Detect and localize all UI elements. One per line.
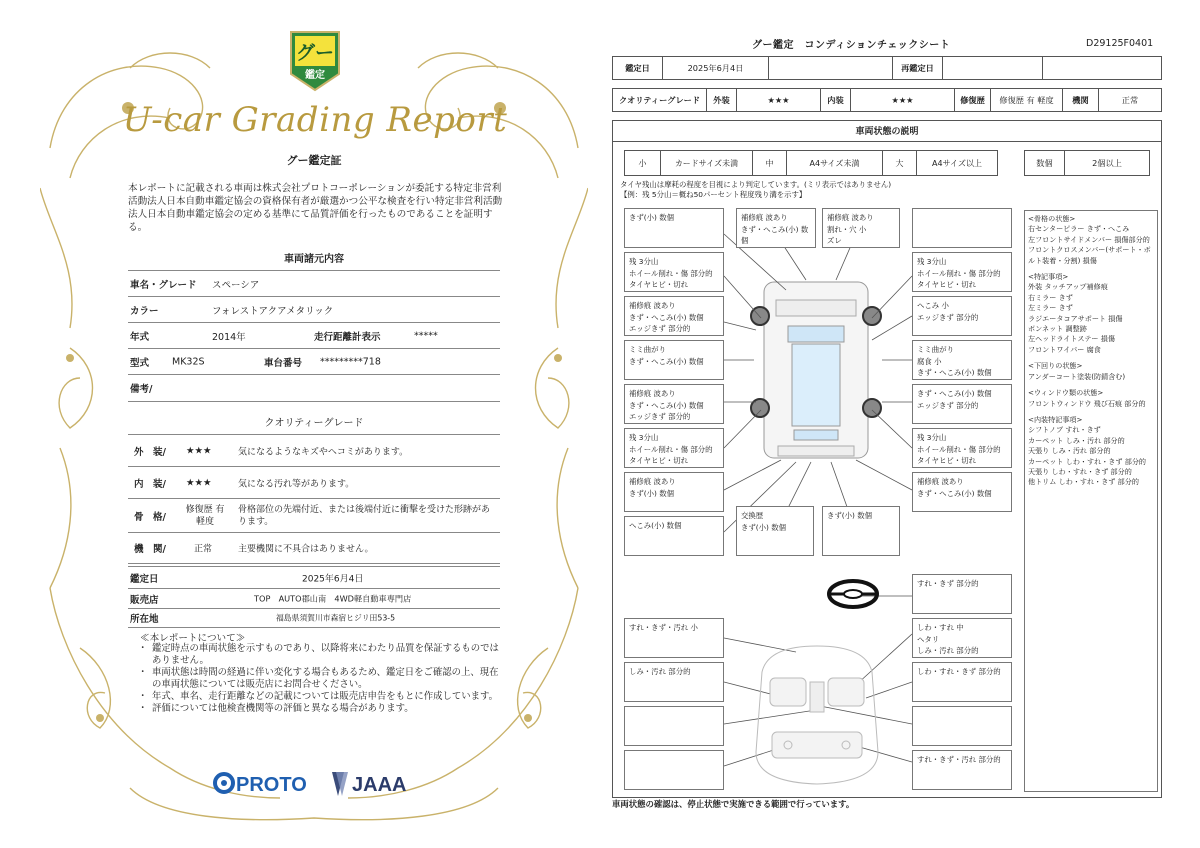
notes-line: 左ミラー きず [1028, 303, 1073, 313]
name-value: スペーシア [212, 279, 260, 291]
date-row [612, 56, 1162, 80]
exterior-note-l: きず・へこみ(小) 数個 エッジきず 部分的 [912, 384, 1012, 424]
notes-title: ≪本レポートについて≫ [140, 633, 246, 644]
interior-note-e: しわ・すれ・きず 部分的 [912, 662, 1012, 702]
notes-line: 他トリム しわ・すれ・きず 部分的 [1028, 477, 1139, 487]
notes-group-title: <特記事項> [1028, 272, 1069, 282]
interior-note-h [624, 750, 724, 790]
document-id: D29125F0401 [1086, 38, 1154, 49]
spec-row-color [128, 296, 500, 322]
grade-row [612, 88, 1162, 112]
exterior-label: 外 装/ [134, 446, 166, 458]
notes-group-underbody [1028, 361, 1154, 382]
notes-line: 左ヘッドライトステー 損傷 [1028, 334, 1115, 344]
year-value: 2014年 [212, 331, 246, 343]
exterior-note-n: 残 3分山 ホイール削れ・傷 部分的 タイヤヒビ・切れ [912, 428, 1012, 468]
exterior-note-e: 残 3分山 ホイール削れ・傷 部分的 タイヤヒビ・切れ [624, 252, 724, 292]
legend-medium-desc: A4サイズ未満 [787, 151, 883, 175]
notes-line: フロントワイパー 腐食 [1028, 344, 1101, 354]
notes-list [140, 643, 500, 715]
note-item: ・ 車両状態は時間の経過に伴い変化する場合もあるため、鑑定日をご確認の上、現在の車両状態については販売店にお問合せください。 [140, 667, 500, 691]
spec-row-model [128, 348, 500, 374]
engine-comment: 主要機関に不具合はありません。 [238, 544, 374, 555]
notes-line: カーペット しわ・すれ・きず 部分的 [1028, 456, 1147, 466]
chassis-label: 車台番号 [264, 357, 303, 369]
exterior-note-d [912, 208, 1012, 248]
int-label: 内装 [821, 89, 851, 111]
certificate-statement: 本レポートに記載される車両は株式会社プロトコーポレーションが委託する特定非営利活動法人日本自動車鑑定協会の資格保有者が厳選かつ公平な検査を行い特定非営利活動法人日本自動車鑑定協会の定める基準にて品質評価を行ったものであることを証明する。 [128, 183, 503, 233]
spec-section-title: 車両諸元内容 [284, 254, 344, 265]
repair-value: 修復歴 有 軽度 [991, 89, 1063, 111]
address-label: 所在地 [130, 614, 159, 625]
tire-note: タイヤ残山は摩耗の程度を目視により判定しています。(ミリ表示ではありません) 【例：残 5分山＝概ね50パーセント程度残り溝を示す】 [620, 180, 892, 199]
notes-line: 天張り しみ・汚れ 部分的 [1028, 446, 1111, 456]
mileage-label: 走行距離計表示 [314, 331, 381, 343]
goo-appraisal-badge [287, 28, 343, 94]
exterior-comment: 気になるようなキズやヘコミがあります。 [238, 447, 409, 457]
exterior-note-g: 補修痕 波あり きず・へこみ(小) 数個 エッジきず 部分的 [624, 296, 724, 336]
exterior-note-j: ミミ曲がり 腐食 小 きず・へこみ(小) 数個 [912, 340, 1012, 380]
notes-line: 右センターピラー きず・へこみ [1028, 224, 1130, 234]
dealer-label: 販売店 [130, 594, 159, 606]
dealer-value: TOP AUTO郡山南 4WD軽自動車専門店 [254, 593, 412, 603]
sheet-footer: 車両状態の確認は、停止状態で実施できる範囲で行っています。 [612, 799, 855, 809]
interior-note-g [912, 706, 1012, 746]
interior-label: 内 装/ [134, 478, 166, 490]
logo-strip [212, 768, 432, 800]
condition-check-sheet [606, 30, 1166, 820]
exterior-note-k: 補修痕 波あり きず・へこみ(小) 数個 エッジきず 部分的 [624, 384, 724, 424]
ext-value: ★★★ [737, 89, 821, 111]
quality-section-title: クオリティーグレード [264, 418, 364, 429]
special-notes-panel [1024, 210, 1158, 792]
notes-line: フロントウィンドウ 飛び石痕 部分的 [1028, 398, 1146, 408]
engine-grade: 正常 [194, 544, 213, 555]
exterior-note-b: 補修痕 波あり きず・へこみ(小) 数個 [736, 208, 816, 248]
appraisal-date-label: 鑑定日 [130, 573, 159, 585]
spec-row-name [128, 270, 500, 296]
appraisal-date-row [128, 566, 500, 588]
count-legend [1024, 150, 1150, 176]
date-value: 2025年6月4日 [663, 57, 769, 79]
note-item: ・ 年式、車名、走行距離などの記載については販売店申告をもとに作成しています。 [140, 691, 500, 703]
legend-small-desc: カードサイズ未満 [661, 151, 753, 175]
notes-line: シフトノブ すれ・きず [1028, 425, 1101, 435]
interior-note-a: すれ・きず 部分的 [912, 574, 1012, 614]
car-top-view-diagram [746, 270, 886, 470]
count-value: 2個以上 [1092, 157, 1122, 168]
svg-text:鑑定: 鑑定 [305, 70, 325, 81]
exterior-note-q: へこみ(小) 数個 [624, 516, 724, 556]
address-value: 福島県須賀川市森宿ヒジリ田53-5 [276, 613, 396, 623]
exterior-note-s: きず(小) 数個 [822, 506, 900, 556]
appraisal-date-value: 2025年6月4日 [302, 574, 364, 584]
notes-line: 左フロントサイドメンバー 損傷部分的 [1028, 234, 1150, 244]
interior-diagram [748, 642, 886, 788]
engine-label: 機 関/ [134, 544, 166, 555]
quality-row-interior [128, 466, 500, 498]
note-item: ・ 評価については他検査機関等の評価と異なる場合があります。 [140, 703, 500, 715]
remarks-label: 備考/ [130, 384, 153, 395]
report-script-title: U-car Grading Report [122, 100, 508, 140]
legend-small: 小 [625, 151, 661, 175]
frame-label: 骨 格/ [134, 511, 166, 523]
certificate-heading: グー鑑定証 [286, 154, 342, 167]
notes-group-title: <ウィンドウ類の状態> [1028, 388, 1104, 398]
jaaa-logo [332, 772, 406, 796]
interior-note-d: しみ・汚れ 部分的 [624, 662, 724, 702]
notes-line: 右ミラー きず [1028, 292, 1073, 302]
color-value: フォレストアクアメタリック [212, 305, 334, 317]
svg-text:PROTO: PROTO [236, 774, 307, 796]
exterior-grade: ★★★ [186, 445, 212, 456]
notes-group-title: <骨格の状態> [1028, 214, 1076, 223]
mileage-value: ***** [414, 330, 438, 341]
reappraisal-label: 再鑑定日 [893, 57, 943, 79]
svg-text:JAAA: JAAA [352, 774, 407, 796]
spec-row-year [128, 322, 500, 348]
notes-line: アンダーコート塗装(防錆含む) [1028, 371, 1126, 381]
model-label: 型式 [130, 357, 150, 369]
year-label: 年式 [130, 331, 150, 343]
note-item: ・ 鑑定時点の車両状態を示すものであり、以降将来にわたり品質を保証するものではありません。 [140, 643, 500, 667]
condition-title: 車両状態の説明 [612, 120, 1162, 142]
grade-label: クオリティーグレード [613, 89, 707, 111]
steering-wheel-icon [826, 578, 880, 610]
exterior-note-c: 補修痕 波あり 割れ・穴 小 ズレ [822, 208, 900, 248]
notes-group-windows [1028, 388, 1154, 409]
date-blank [769, 57, 893, 79]
notes-group-title: <内装特記事項> [1028, 414, 1083, 424]
proto-logo [215, 774, 307, 796]
svg-text:グー: グー [295, 42, 335, 64]
grading-certificate [40, 28, 588, 828]
reappraisal-blank [1043, 57, 1161, 79]
count-label: 数個 [1025, 151, 1065, 175]
notes-group-title: <下回りの状態> [1028, 361, 1083, 371]
exterior-note-p: 補修痕 波あり きず・へこみ(小) 数個 [912, 472, 1012, 512]
exterior-note-i: ミミ曲がり きず・へこみ(小) 数個 [624, 340, 724, 380]
dealer-row [128, 588, 500, 608]
legend-large: 大 [883, 151, 917, 175]
notes-line: 天張り しわ・すれ・きず 部分的 [1028, 466, 1132, 476]
chassis-value: *********718 [320, 356, 381, 367]
notes-group-frame [1028, 214, 1154, 266]
notes-line: カーペット しみ・汚れ 部分的 [1028, 435, 1125, 445]
interior-grade: ★★★ [186, 477, 212, 488]
quality-row-engine [128, 532, 500, 564]
exterior-note-r: 交換歴 きず(小) 数個 [736, 506, 814, 556]
exterior-note-a: きず(小) 数個 [624, 208, 724, 248]
notes-line: ラジエータコアサポート 損傷 [1028, 313, 1123, 323]
model-value: MK32S [172, 356, 205, 367]
interior-note-f [624, 706, 724, 746]
quality-row-exterior [128, 434, 500, 466]
interior-note-i: すれ・きず・汚れ 部分的 [912, 750, 1012, 790]
size-legend [624, 150, 998, 176]
name-label: 車名・グレード [130, 279, 197, 291]
frame-grade: 修復歴 有 軽度 [185, 504, 225, 527]
notes-line: 外装 タッチアップ補修痕 [1028, 282, 1108, 292]
interior-note-c: しわ・すれ 中 へタリ しみ・汚れ 部分的 [912, 618, 1012, 658]
notes-group-special [1028, 272, 1154, 355]
address-row [128, 608, 500, 628]
notes-group-interior [1028, 415, 1154, 488]
legend-medium: 中 [753, 151, 787, 175]
frame-comment: 骨格部位の先端付近、または後端付近に衝撃を受けた形跡があります。 [238, 504, 491, 527]
notes-line: ボンネット 調整跡 [1028, 324, 1087, 334]
engine-value: 正常 [1121, 94, 1139, 105]
interior-comment: 気になる汚れ等があります。 [238, 479, 355, 489]
notes-line: フロントクロスメンバー(サポート・ボルト装着・分割) 損傷 [1028, 245, 1151, 265]
spec-row-remarks [128, 374, 500, 402]
reappraisal-value [943, 57, 1043, 79]
legend-large-desc: A4サイズ以上 [932, 158, 982, 168]
exterior-note-f: 残 3分山 ホイール削れ・傷 部分的 タイヤヒビ・切れ [912, 252, 1012, 292]
ext-label: 外装 [707, 89, 737, 111]
exterior-note-h: へこみ 小 エッジきず 部分的 [912, 296, 1012, 336]
sheet-title: グー鑑定 コンディションチェックシート [752, 40, 951, 51]
interior-note-b: すれ・きず・汚れ 小 [624, 618, 724, 658]
quality-row-frame [128, 498, 500, 532]
exterior-note-m: 残 3分山 ホイール削れ・傷 部分的 タイヤヒビ・切れ [624, 428, 724, 468]
color-label: カラー [130, 305, 159, 317]
exterior-note-o: 補修痕 波あり きず(小) 数個 [624, 472, 724, 512]
date-label: 鑑定日 [613, 57, 663, 79]
engine-label: 機関 [1063, 89, 1099, 111]
repair-label: 修復歴 [955, 89, 991, 111]
int-value: ★★★ [851, 89, 955, 111]
